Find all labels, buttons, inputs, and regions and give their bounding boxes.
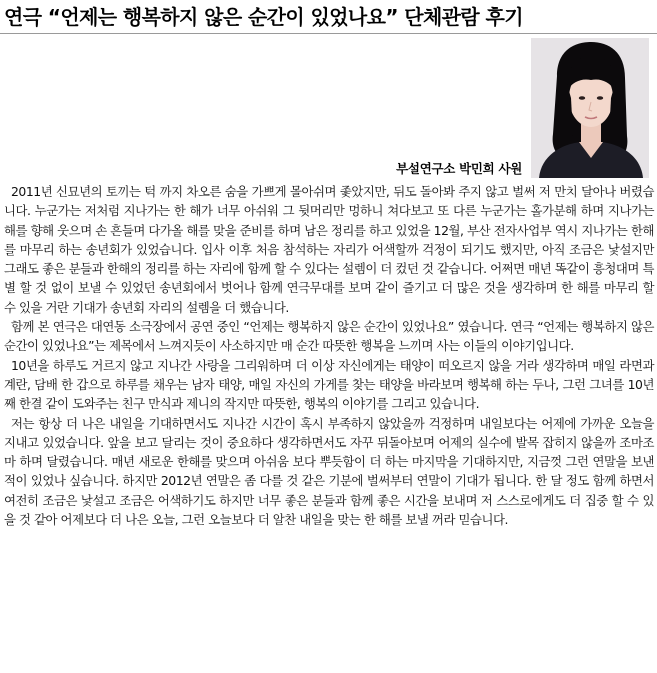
- article-paragraph: 함께 본 연극은 대연동 소극장에서 공연 중인 “언제는 행복하지 않은 순간이 있었나요” 였습니다. 연극 “언제는 행복하지 않은 순간이 있었나요”는 제목에서 느껴지듯이 사소하지만 매 순간 따뜻한 행복을 느끼며 사는 이들의 이야기입니다.: [4, 319, 654, 354]
- article-paragraph: 10년을 하루도 거르지 않고 지나간 사랑을 그리워하며 더 이상 자신에게는 태양이 떠오르지 않을 거라 생각하며 매일 라면과 계란, 담배 한 갑으로 하루를 채우는 남자 태양, 매일 자신의 가게를 찾는 태양을 바라보며 행복해 하는 두나, 그런 그녀를 10년째 한결 같이 도와주는 친구 만식과 제니의 작지만 따뜻한, 행복의 이야기를 그리고 있습니다.: [4, 357, 654, 412]
- article-body: [4, 182, 654, 529]
- title-divider: [0, 33, 657, 34]
- author-photo: [531, 38, 649, 178]
- article-paragraph: 저는 항상 더 나은 내일을 기대하면서도 지나간 시간이 혹시 부족하지 않았을까 걱정하며 내일보다는 어제에 가까운 오늘을 지내고 있었습니다. 앞을 보고 달리는 것이 중요하다 생각하면서도 자꾸 뒤돌아보며 어제의 실수에 발목 잡히지 않을까 조마조마 하며 달렸습니다. 매년 새로운 한해를 맞으며 아쉬움 보다 뿌듯함이 더 하는 마지막을 기대하지만, 지금껏 그런 연말을 보낸 적이 있었나 싶습니다. 하지만 2012년 연말은 좀 다를 것 같은 기분에 벌써부터 연말이 기대가 됩니다. 한 달 정도 함께 하면서 여전히 조금은 낯설고 조금은 어색하기도 하지만 너무 좋은 분들과 함께 좋은 시간을 보내며 저 스스로에게도 더 집중 할 수 있을 것 같아 어제보다 더 나은 오늘, 그런 오늘보다 더 알찬 내일을 맞는 한 해를 보낼 꺼라 믿습니다.: [4, 415, 654, 528]
- article-title: 연극 “언제는 행복하지 않은 순간이 있었나요” 단체관람 후기: [4, 5, 523, 29]
- author-portrait-image: [531, 38, 649, 178]
- article-paragraph: 2011년 신묘년의 토끼는 턱 까지 차오른 숨을 가쁘게 몰아쉬며 좇았지만, 뒤도 돌아봐 주지 않고 벌써 저 만치 달아나 버렸습니다. 누군가는 저처럼 지나가는 한 해가 너무 아쉬워 그 뒷머리만 멍하니 쳐다보고 또 다른 누군가는 홀가분해 하며 지나가는 해를 향해 웃으며 손 흔들며 다가올 해를 맞을 준비를 하며 남은 정리를 하고 있었을 12월, 부산 전자사업부 역시 지나가는 한해를 마무리 하는 송년회가 있었습니다. 입사 이후 처음 참석하는 자리가 어색할까 걱정이 되기도 했지만, 아직 조금은 낯설지만 그래도 좋은 분들과 한해의 정리를 하는 자리에 함께 할 수 있다는 설렘이 더 컸던 것 같습니다. 어쩌면 매년 똑같이 흥청대며 특별 할 것 없이 보낼 수 있었던 송년회에서 벗어나 함께 연극무대를 보며 같이 즐기고 더 많은 것을 생각하며 한 해를 마무리 할 수 있을 거란 기대가 송년회 자리의 설렘을 더 했습니다.: [4, 184, 654, 315]
- author-byline: 부설연구소 박민희 사원: [396, 161, 522, 176]
